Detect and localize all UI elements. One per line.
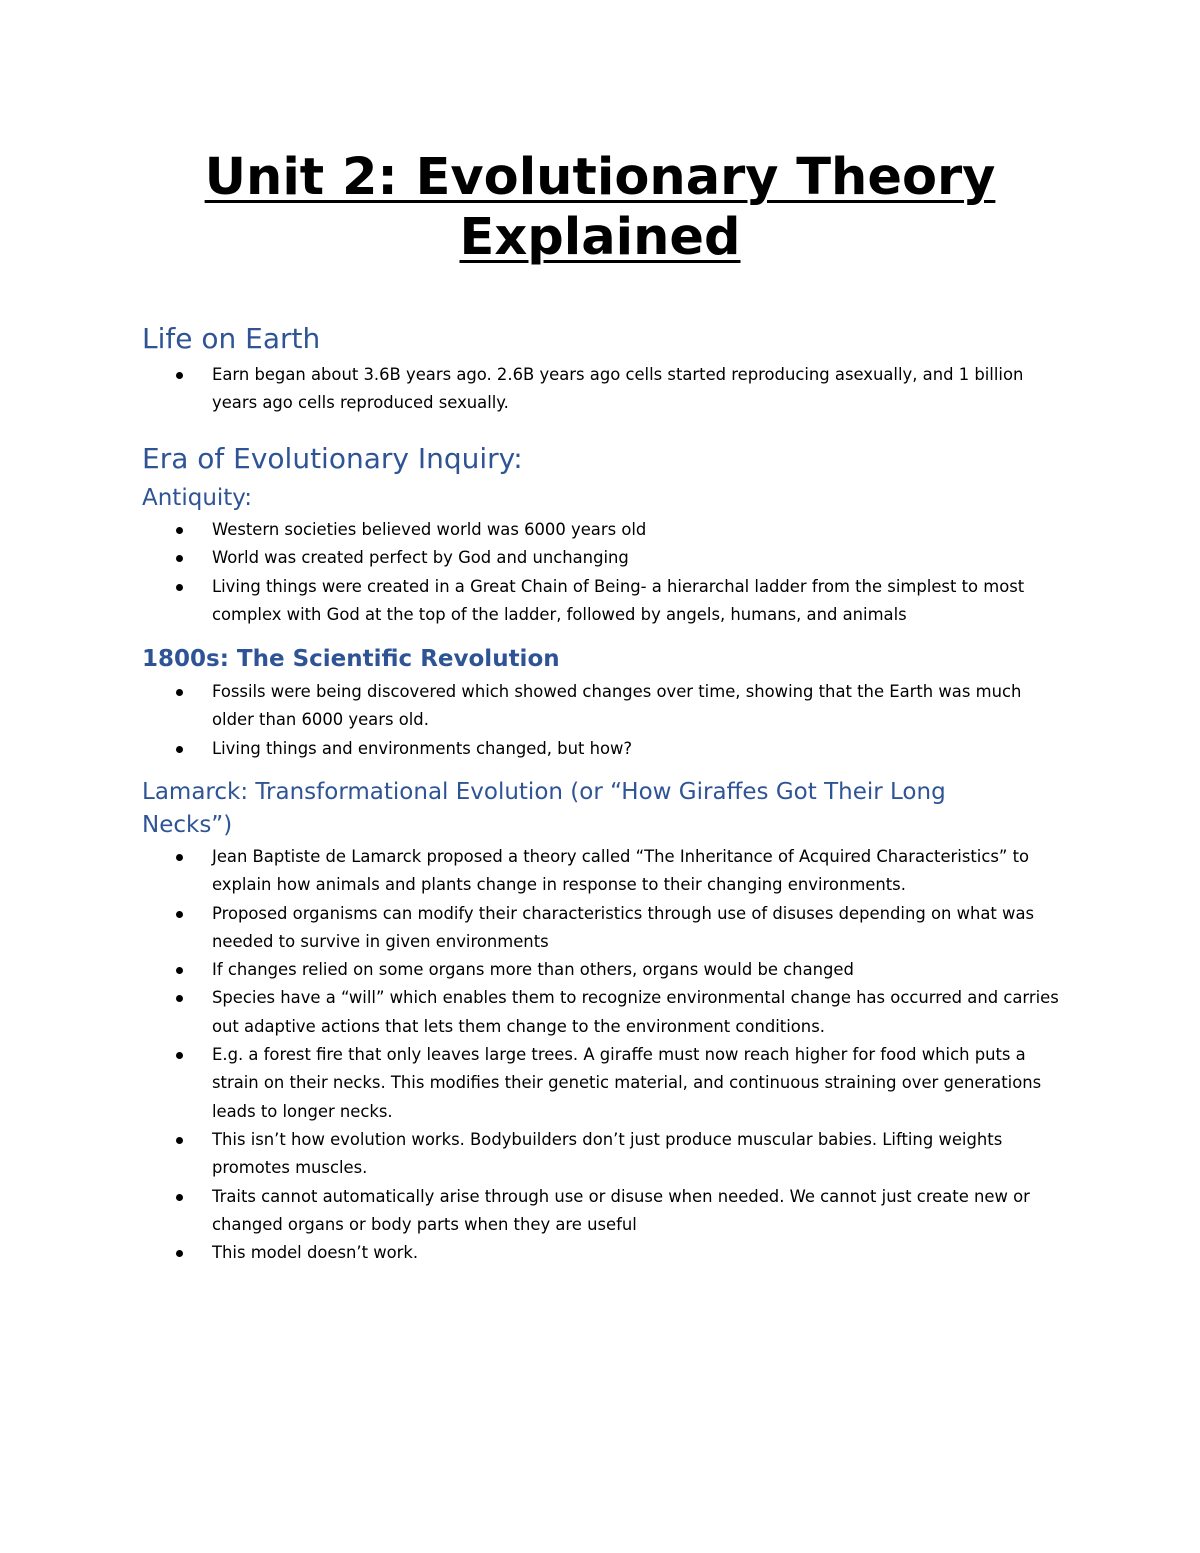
list-item <box>0 984 1062 1041</box>
bullet-icon <box>176 967 183 974</box>
heading-life-on-earth: Life on Earth <box>142 322 321 355</box>
list-item-text: World was created perfect by God and unchanging <box>212 548 629 568</box>
bullet-icon <box>176 1052 183 1059</box>
bullet-icon <box>176 1250 183 1257</box>
list-item-text: Living things and environments changed, but how? <box>212 738 633 758</box>
list-item-text: If changes relied on some organs more than others, organs would be changed <box>212 960 854 980</box>
list-item <box>0 361 1062 418</box>
list-item-text: Traits cannot automatically arise through use or disuse when needed. We cannot just create new or changed organs or body parts when they are useful <box>212 1186 1030 1234</box>
list-item <box>0 956 1062 984</box>
bullet-icon <box>176 995 183 1002</box>
list-item-text: Jean Baptiste de Lamarck proposed a theory called “The Inheritance of Acquired Characteristics” to explain how animals and plants change in response to their changing environments. <box>212 847 1030 895</box>
bullet-icon <box>176 854 183 861</box>
bullet-icon <box>176 372 183 379</box>
heading-era-of-evolutionary-inquiry: Era of Evolutionary Inquiry: <box>142 442 523 475</box>
bullet-icon <box>176 527 183 534</box>
bullet-icon <box>176 584 183 591</box>
bullet-icon <box>176 1137 183 1144</box>
heading-scientific-revolution: 1800s: The Scientific Revolution <box>142 646 560 672</box>
list-antiquity <box>0 516 1200 629</box>
list-item <box>0 678 1062 735</box>
list-item <box>0 1239 1062 1267</box>
list-item <box>0 573 1062 630</box>
list-item <box>0 735 1062 763</box>
bullet-icon <box>176 746 183 753</box>
list-item <box>0 544 1062 572</box>
list-lamarck <box>0 843 1200 1267</box>
list-item-text: Proposed organisms can modify their characteristics through use of disuses depending on what was needed to survive in given environments <box>212 903 1035 951</box>
list-item-text: Earn began about 3.6B years ago. 2.6B years ago cells started reproducing asexually, and 1 billion years ago cells reproduced sexually. <box>212 365 1024 413</box>
document-title-line-1: Unit 2: Evolutionary Theory <box>204 148 996 207</box>
list-item <box>0 843 1062 900</box>
list-item-text: Species have a “will” which enables them to recognize environmental change has occurred and carries out adaptive actions that lets them change to the environment conditions. <box>212 988 1059 1036</box>
list-item-text: This model doesn’t work. <box>212 1243 419 1263</box>
list-item <box>0 1183 1062 1240</box>
list-item <box>0 900 1062 957</box>
list-item-text: E.g. a forest fire that only leaves large trees. A giraffe must now reach higher for food which puts a strain on their necks. This modifies their genetic material, and continuous straining over generations leads to longer necks. <box>212 1045 1042 1121</box>
list-item <box>0 1126 1062 1183</box>
list-item-text: Living things were created in a Great Chain of Being- a hierarchal ladder from the simplest to most complex with God at the top of the ladder, followed by angels, humans, and animals <box>212 576 1025 624</box>
heading-antiquity: Antiquity: <box>142 485 252 511</box>
heading-lamarck-line-2: Necks”) <box>142 812 233 838</box>
document-title-line-2: Explained <box>459 208 741 267</box>
bullet-icon <box>176 911 183 918</box>
bullet-icon <box>176 1194 183 1201</box>
bullet-icon <box>176 689 183 696</box>
list-item-text: This isn’t how evolution works. Bodybuilders don’t just produce muscular babies. Lifting weights promotes muscles. <box>212 1129 1003 1178</box>
list-scientific-revolution <box>0 678 1200 763</box>
list-item-text: Western societies believed world was 6000 years old <box>212 520 647 539</box>
list-item-text: Fossils were being discovered which showed changes over time, showing that the Earth was much older than 6000 years old. <box>212 682 1022 730</box>
list-item <box>0 516 1062 544</box>
list-item <box>0 1041 1062 1126</box>
bullet-icon <box>176 555 183 562</box>
list-life-on-earth <box>0 361 1200 418</box>
heading-lamarck-line-1: Lamarck: Transformational Evolution (or “How Giraffes Got Their Long <box>142 779 946 805</box>
